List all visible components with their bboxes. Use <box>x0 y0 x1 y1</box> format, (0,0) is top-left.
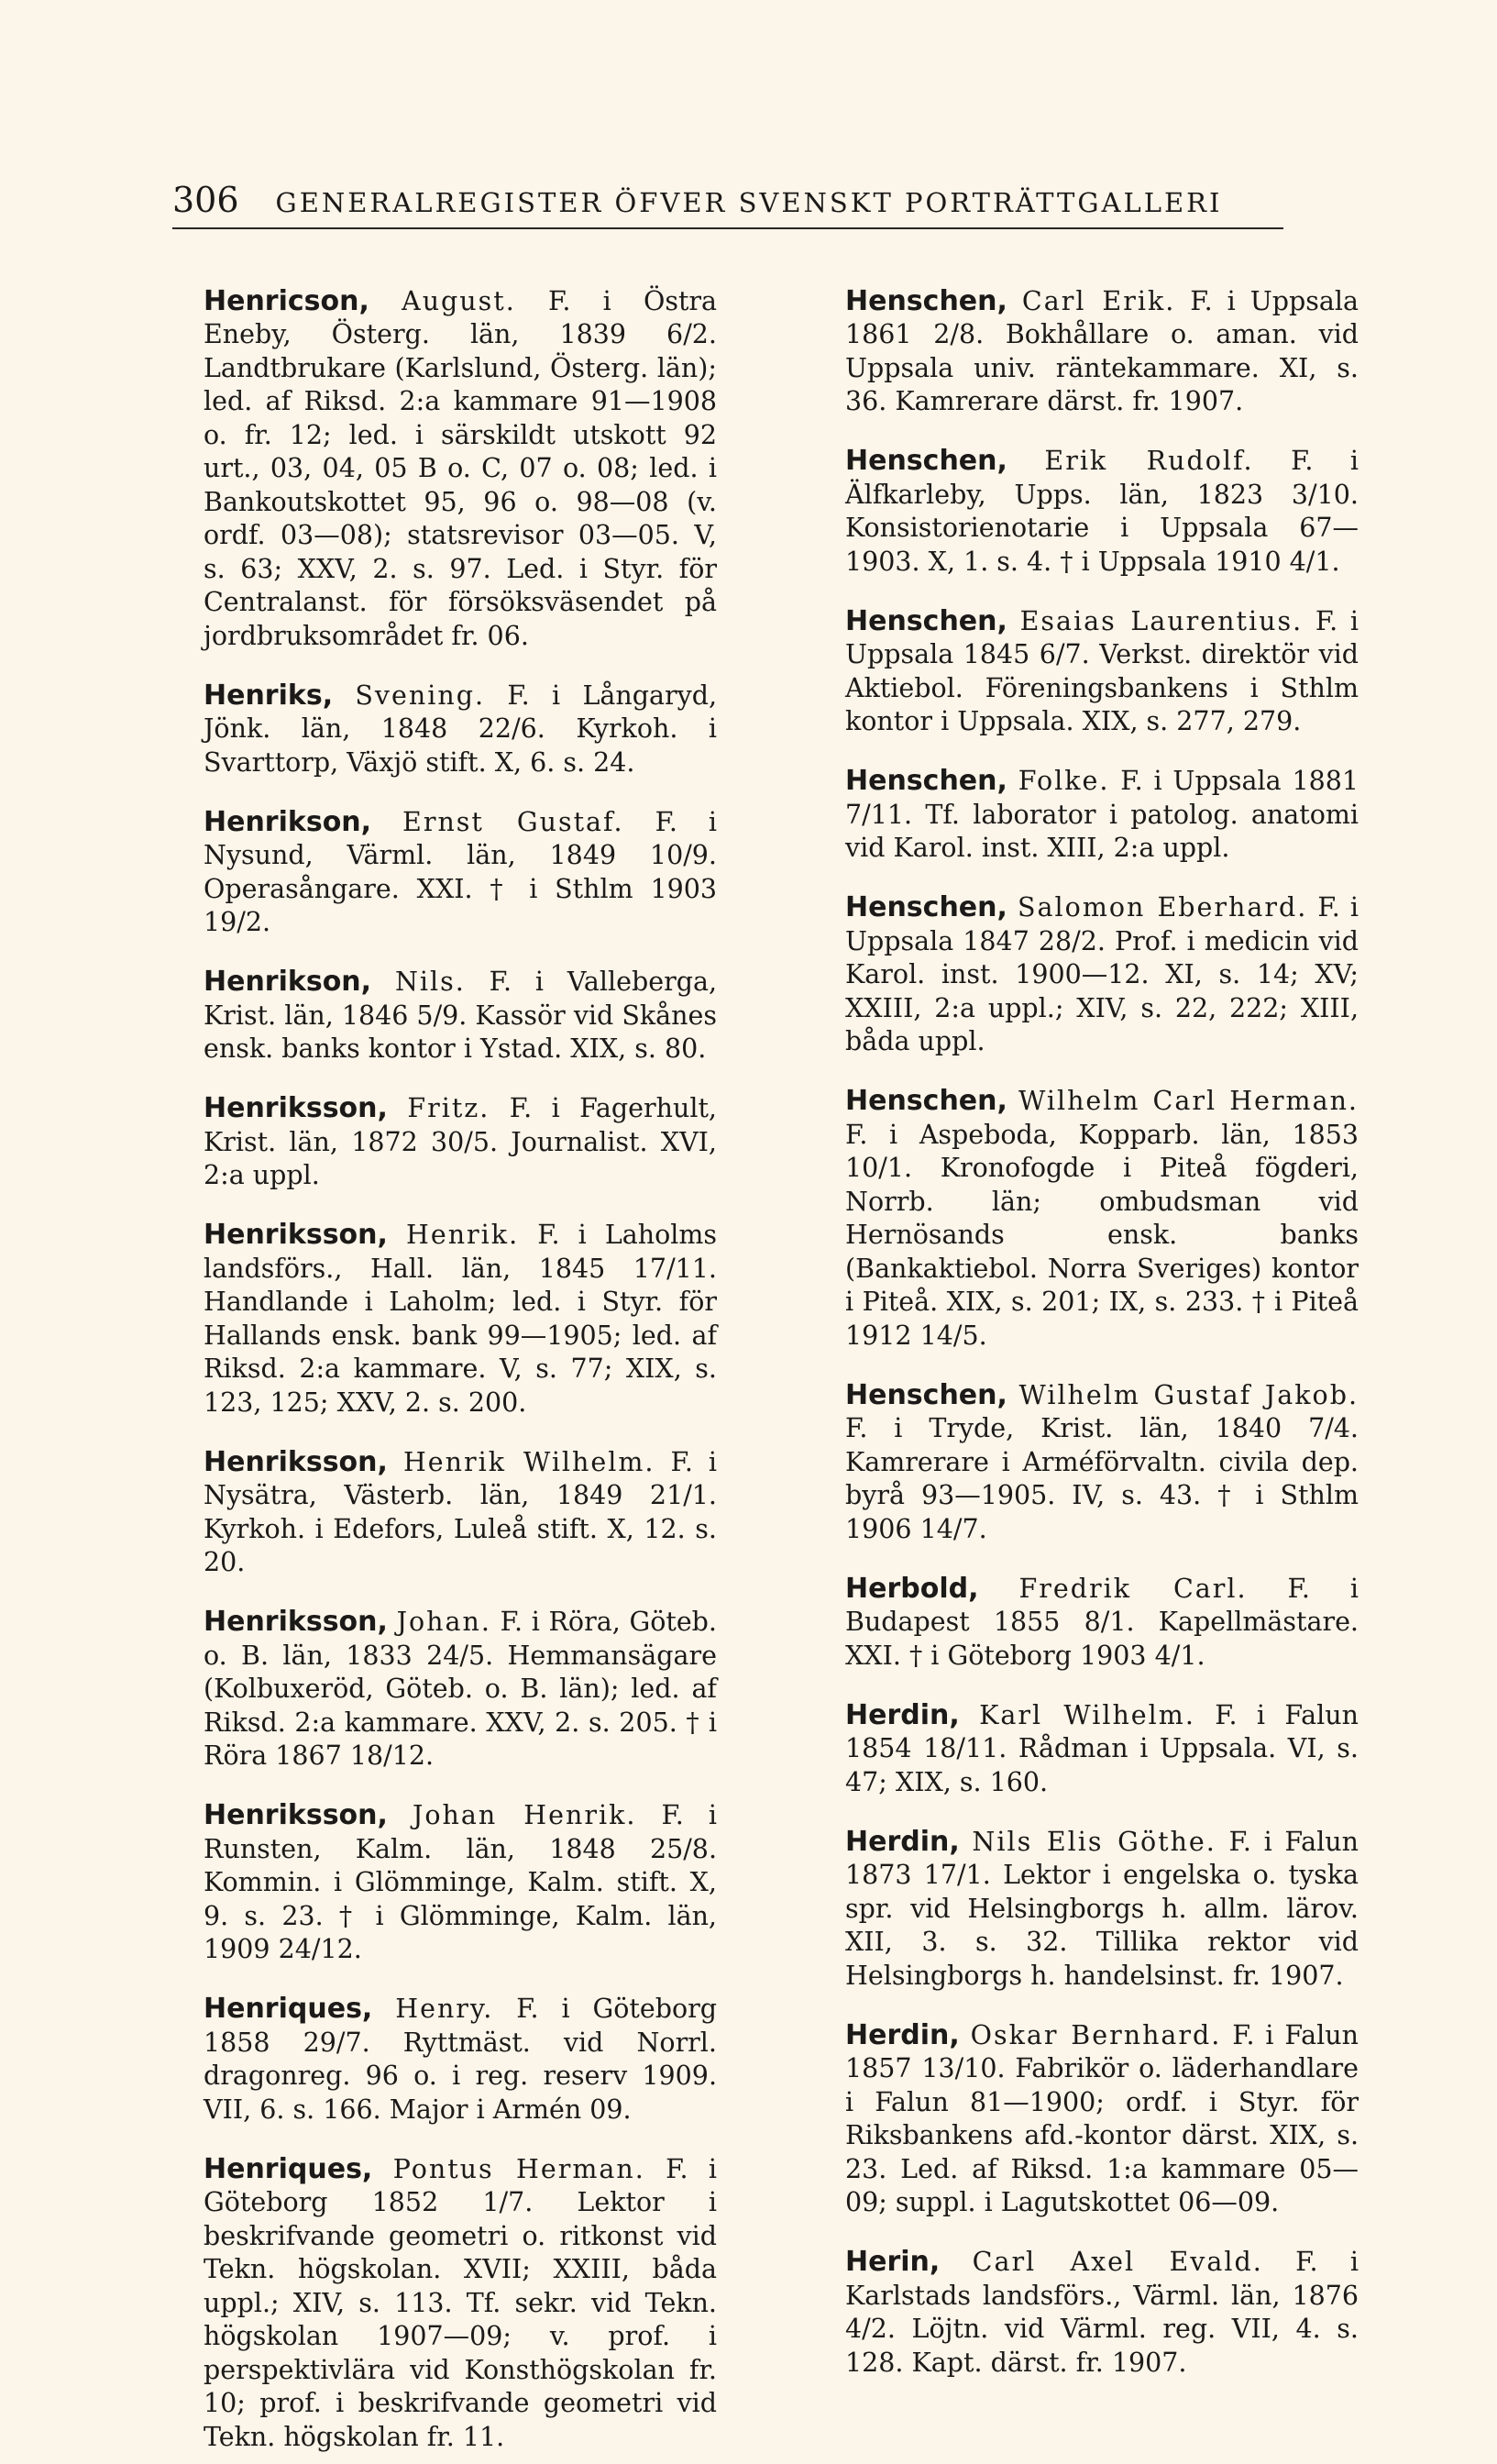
entry-surname: Henschen, <box>845 1085 1007 1117</box>
entry-given-name: Nils. <box>394 967 466 997</box>
entry-surname: Henriques, <box>204 2152 373 2185</box>
entry-surname: Henriksson, <box>204 1799 388 1831</box>
register-entry <box>204 285 717 654</box>
entry-surname: Herbold, <box>845 1572 979 1605</box>
register-entry <box>204 680 717 780</box>
entry-surname: Henriques, <box>204 1993 373 2025</box>
entry-given-name: Johan. <box>396 1607 491 1637</box>
entry-text: F. i Långaryd, Jönk. län, 1848 22/6. Kyrkoh. i Svarttorp, Växjö stift. X, 6. s. 24. <box>204 680 717 778</box>
entry-text: F. i Falun 1854 18/11. Rådman i Uppsala. VI, s. 47; XIX, s. 160. <box>845 1699 1359 1797</box>
entry-given-name: Henry. <box>395 1994 494 2024</box>
entry-text: F. i Falun 1857 13/10. Fabrikör o. läderhandlare i Falun 81—1900; ordf. i Styr. för Riksbankens afd.-kontor därst. XIX, s. 23. Led. af Riksd. 1:a kammare 05—09; suppl. i Lagutskottet 06—09. <box>845 2019 1359 2217</box>
entry-text: F. i Runsten, Kalm. län, 1848 25/8. Kommin. i Glömminge, Kalm. stift. X, 9. s. 23. † i Glömminge, Kalm. län, 1909 24/12. <box>204 1800 717 1964</box>
entry-given-name: Wilhelm Carl Herman. <box>1018 1086 1359 1116</box>
running-title: GENERALREGISTER ÖFVER SVENSKT PORTRÄTTGALLERI <box>275 187 1223 218</box>
entry-given-name: Esaias Laurentius. <box>1019 605 1304 636</box>
register-entry <box>204 1219 717 1420</box>
register-entry <box>845 1085 1359 1353</box>
entry-surname: Herdin, <box>845 1825 960 1858</box>
register-entry <box>845 1699 1359 1800</box>
entry-text: F. i Uppsala 1847 28/2. Prof. i medicin vid Karol. inst. 1900—12. XI, s. 14; XV; XXIII, 2:a uppl.; XIV, s. 22, 222; XIII, båda uppl. <box>845 892 1359 1056</box>
register-entry <box>845 891 1359 1059</box>
entry-text: F. i Valleberga, Krist. län, 1846 5/9. Kassör vid Skånes ensk. banks kontor i Ystad. XIX, s. 80. <box>204 967 717 1064</box>
register-entry <box>845 2246 1359 2380</box>
register-entry <box>204 1993 717 2127</box>
entry-text: F. i Göteborg 1858 29/7. Ryttmäst. vid Norrl. dragonreg. 96 o. i reg. reserv 1909. VII, 6. s. 166. Major i Armén 09. <box>204 1994 717 2125</box>
register-entry <box>204 966 717 1066</box>
entry-text: F. i Uppsala 1861 2/8. Bokhållare o. aman. vid Uppsala univ. räntekammare. XI, s. 36. Kamrerare därst. fr. 1907. <box>845 285 1359 416</box>
entry-text: F. i Laholms landsförs., Hall. län, 1845 17/11. Handlande i Laholm; led. i Styr. för Hallands ensk. bank 99—1905; led. af Riksd. 2:a kammare. V, s. 77; XIX, s. 123, 125; XXV, 2. s. 200. <box>204 1220 718 1418</box>
entry-text: F. i Nysätra, Västerb. län, 1849 21/1. Kyrkoh. i Edefors, Luleå stift. X, 12. s. 20. <box>204 1446 718 1577</box>
register-entry <box>845 2019 1359 2220</box>
register-entry <box>845 1826 1359 1994</box>
entry-given-name: August. <box>402 285 516 316</box>
entry-surname: Henschen, <box>845 1378 1007 1411</box>
entry-text: F. i Tryde, Krist. län, 1840 7/4. Kamrerare i Arméförvaltn. civila dep. byrå 93—1905. IV, s. 43. † i Sthlm 1906 14/7. <box>845 1413 1359 1544</box>
entry-surname: Herdin, <box>845 1698 960 1731</box>
left-column <box>204 259 717 2464</box>
entry-text: F. i Göteborg 1852 1/7. Lektor i beskrifvande geometri o. ritkonst vid Tekn. högskolan. XVII; XXIII, båda uppl.; XIV, s. 113. Tf. sekr. vid Tekn. högskolan 1907—09; v. prof. i perspektivlära vid Konsthögskolan fr. 10; prof. i beskrifvande geometri vid Tekn. högskolan fr. 11. <box>204 2153 717 2452</box>
entry-given-name: Johan Henrik. <box>412 1800 637 1830</box>
register-entry <box>845 445 1359 579</box>
entry-surname: Henschen, <box>845 891 1007 923</box>
entry-given-name: Henrik. <box>405 1220 520 1250</box>
entry-text: F. i Karlstads landsförs., Värml. län, 1876 4/2. Löjtn. vid Värml. reg. VII, 4. s. 128. Kapt. därst. fr. 1907. <box>845 2247 1359 2378</box>
entry-surname: Herin, <box>845 2246 941 2278</box>
entry-text: F. i Älfkarleby, Upps. län, 1823 3/10. Konsistorienotarie i Uppsala 67—1903. X, 1. s. 4. † i Uppsala 1910 4/1. <box>845 446 1359 577</box>
register-entry <box>204 806 717 940</box>
entry-given-name: Karl Wilhelm. <box>979 1699 1195 1730</box>
entry-text: F. i Uppsala 1881 7/11. Tf. laborator i patolog. anatomi vid Karol. inst. XIII, 2:a uppl. <box>845 766 1359 863</box>
entry-given-name: Nils Elis Göthe. <box>972 1826 1216 1857</box>
entry-given-name: Salomon Eberhard. <box>1018 892 1308 923</box>
register-entry <box>204 1446 717 1580</box>
entry-given-name: Oskar Bernhard. <box>970 2019 1222 2050</box>
entry-text: F. i Röra, Göteb. o. B. län, 1833 24/5. Hemmansägare (Kolbuxeröd, Göteb. o. B. län); led. af Riksd. 2:a kammare. XXV, 2. s. 205. † i Röra 1867 18/12. <box>204 1607 717 1771</box>
entry-surname: Henriksson, <box>204 1092 388 1124</box>
entry-surname: Henrikson, <box>204 966 372 998</box>
entry-given-name: Wilhelm Gustaf Jakob. <box>1018 1379 1359 1410</box>
register-entry <box>204 1092 717 1193</box>
entry-surname: Henriksson, <box>204 1606 388 1638</box>
entry-text: F. i Falun 1873 17/1. Lektor i engelska o. tyska spr. vid Helsingborgs h. allm. lärov. XII, 3. s. 32. Tillika rektor vid Helsingborgs h. handelsinst. fr. 1907. <box>845 1826 1359 1991</box>
entry-given-name: Erik Rudolf. <box>1044 446 1254 476</box>
entry-given-name: Fritz. <box>407 1093 490 1123</box>
register-entry <box>845 765 1359 866</box>
entry-surname: Henriksson, <box>204 1219 388 1251</box>
entry-text: F. i Östra Eneby, Österg. län, 1839 6/2. Landtbrukare (Karlslund, Österg. län); led. af Riksd. 2:a kammare 91—1908 o. fr. 12; led. i särskildt utskott 92 urt., 03, 04, 05 B o. C, 07 o. 08; led. i Bankoutskottet 95, 96 o. 98—08 (v. ordf. 03—08); statsrevisor 03—05. V, s. 63; XXV, 2. s. 97. Led. i Styr. för Centralanst. för försöksväsendet på jordbruksområdet fr. 06. <box>204 285 718 651</box>
entry-text: F. i Aspeboda, Kopparb. län, 1853 10/1. Kronofogde i Piteå fögderi, Norrb. län; ombudsman vid Hernösands ensk. banks (Bankaktiebol. Norra Sveriges) kontor i Piteå. XIX, s. 201; IX, s. 233. † i Piteå 1912 14/5. <box>845 1119 1359 1351</box>
entry-surname: Henricson, <box>204 284 369 317</box>
entry-surname: Henrikson, <box>204 805 372 838</box>
register-entry <box>845 1379 1359 1547</box>
entry-given-name: Ernst Gustaf. <box>402 806 624 837</box>
entry-given-name: Carl Erik. <box>1021 285 1176 316</box>
register-entry <box>845 1573 1359 1674</box>
register-entry <box>845 285 1359 419</box>
entry-surname: Henriksson, <box>204 1445 388 1478</box>
entry-given-name: Pontus Herman. <box>392 2153 645 2184</box>
register-entry <box>204 1799 717 1967</box>
register-entry <box>845 605 1359 739</box>
running-head <box>172 180 1283 229</box>
entry-given-name: Henrik Wilhelm. <box>402 1446 655 1477</box>
entry-surname: Henschen, <box>845 765 1007 797</box>
entry-given-name: Svening. <box>355 680 486 711</box>
right-column <box>845 259 1359 2390</box>
register-entry <box>204 2153 717 2455</box>
entry-given-name: Carl Axel Evald. <box>972 2247 1263 2277</box>
entry-surname: Henschen, <box>845 445 1007 477</box>
entry-text: F. i Fagerhult, Krist. län, 1872 30/5. Journalist. XVI, 2:a uppl. <box>204 1093 717 1190</box>
entry-surname: Henschen, <box>845 284 1007 317</box>
entry-given-name: Folke. <box>1018 766 1110 796</box>
register-entry <box>204 1606 717 1773</box>
entry-surname: Herdin, <box>845 2018 960 2051</box>
entry-surname: Henschen, <box>845 604 1007 637</box>
entry-surname: Henriks, <box>204 679 334 712</box>
page-number: 306 <box>172 180 239 220</box>
entry-given-name: Fredrik Carl. <box>1018 1573 1248 1604</box>
entry-text: F. i Budapest 1855 8/1. Kapellmästare. XXI. † i Göteborg 1903 4/1. <box>845 1573 1359 1671</box>
entry-text: F. i Uppsala 1845 6/7. Verkst. direktör vid Aktiebol. Föreningsbankens i Sthlm kontor i Uppsala. XIX, s. 277, 279. <box>845 605 1359 736</box>
entry-text: F. i Nysund, Värml. län, 1849 10/9. Operasångare. XXI. † i Sthlm 1903 19/2. <box>204 806 718 937</box>
